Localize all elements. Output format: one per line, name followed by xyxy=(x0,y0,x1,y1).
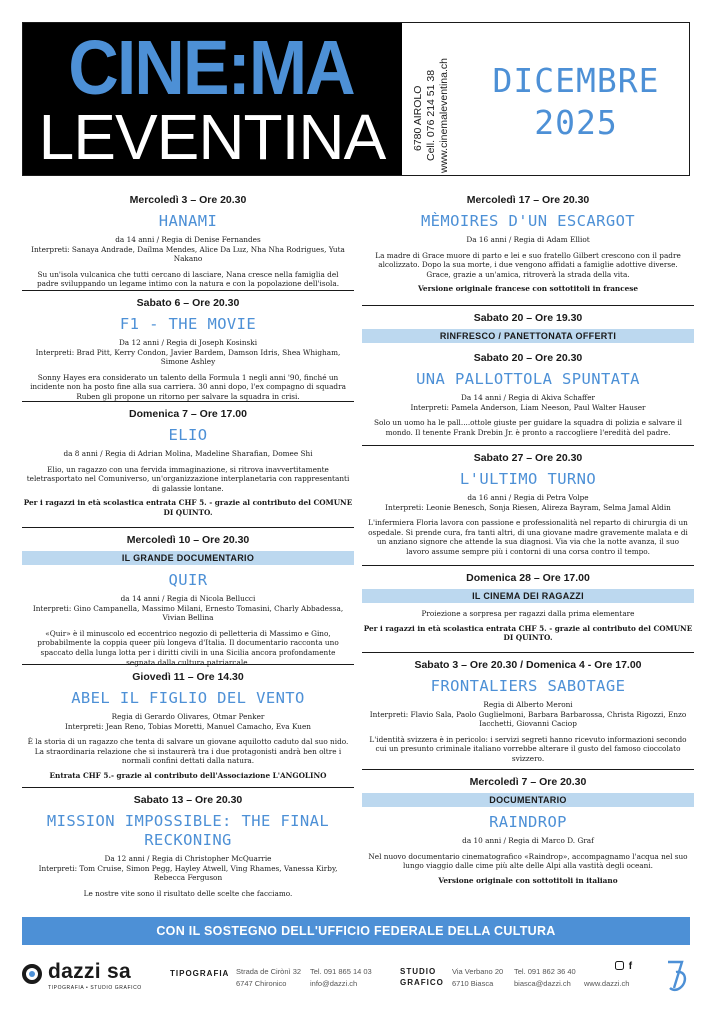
event-ultimo-turno xyxy=(362,446,694,566)
event-description: Sonny Hayes era considerato un talento della Formula 1 negli anni '90, finché un incidente non ha posto fine alla sua carriera. 30 anni dopo, l'ex compagno di squadra Ruben gli propone un ritorno per salvare la squadra in crisi. xyxy=(30,372,346,401)
event-note: Versione originale con sottotitoli in italiano xyxy=(438,875,618,885)
event-description: Proiezione a sorpresa per ragazzi dalla prima elementare xyxy=(421,609,635,618)
event-date: Sabato 13 – Ore 20.30 xyxy=(133,794,243,806)
event-description: La madre di Grace muore di parto e lei e suo fratello Gilbert crescono con il padre alcolizzato. Dopo la sua morte, i due vengono affidati a famiglie adottive diverse. Grace, grazie a un'amica, ritroverà la strada della vita. xyxy=(375,250,681,279)
facebook-icon[interactable]: f xyxy=(628,961,633,972)
event-category-band: RINFRESCO / PANETTONATA OFFERTI xyxy=(362,329,694,343)
event-date: Sabato 3 – Ore 20.30 / Domenica 4 - Ore 17.00 xyxy=(414,659,642,671)
event-credits: Da 14 anni / Regia di Akiva Schaffer Interpreti: Pamela Anderson, Liam Neeson, Paul Walter Hauser xyxy=(410,393,646,412)
event-title: MÈMOIRES D'UN ESCARGOT xyxy=(420,212,636,230)
event-note: Per i ragazzi in età scolastica entrata CHF 5. - grazie al contributo del COMUNE DI QUINTO. xyxy=(363,623,693,643)
event-description: «Quir» è il minuscolo ed eccentrico negozio di pelletteria di Massimo e Gino, probabilmente la coppia queer più longeva d'Italia. Il documentario racconta uno spaccato della lunga lotta per i diritti civili in una Sicilia ancora profondamente segnata dalla cultura patriarcale. xyxy=(37,628,339,667)
dazzi-brand-tagline: TIPOGRAFIA • STUDIO GRAFICO xyxy=(48,985,142,991)
event-date: Domenica 7 – Ore 17.00 xyxy=(129,408,247,420)
right-column xyxy=(362,188,694,890)
event-cinema-ragazzi xyxy=(362,566,694,653)
event-description: Elio, un ragazzo con una fervida immaginazione, si ritrova inavvertitamente teletrasportato nel Comuniverso, un'organizzazione interplanetaria con rappresentanti di galassie lontane. xyxy=(26,464,350,493)
contact-info xyxy=(405,23,461,175)
event-title: RAINDROP xyxy=(489,813,567,831)
event-title: UNA PALLOTTOLA SPUNTATA xyxy=(416,370,640,388)
instagram-icon[interactable] xyxy=(615,961,624,970)
dazzi-brand-name: dazzi sa xyxy=(48,960,131,983)
event-title: F1 - THE MOVIE xyxy=(119,315,257,333)
event-date: Mercoledì 3 – Ore 20.30 xyxy=(129,194,247,206)
event-memoires-escargot xyxy=(362,188,694,306)
event-title: FRONTALIERS SABOTAGE xyxy=(430,677,626,695)
event-abel xyxy=(22,665,354,788)
event-description: Su un'isola vulcanica che tutti cercano di lasciare, Nana cresce nella famiglia del padre sviluppando un legame intimo con la natura e con la popolazione dell'isola. xyxy=(36,269,340,289)
dazzi-website[interactable]: www.dazzi.ch xyxy=(584,979,630,988)
poster-header xyxy=(22,22,690,176)
event-rinfresco xyxy=(362,306,694,346)
dazzi-logo-icon xyxy=(22,964,42,984)
event-note: Versione originale francese con sottotitoli in francese xyxy=(417,284,639,294)
event-raindrop xyxy=(362,770,694,890)
logo-leventina-text: LEVENTINA xyxy=(38,101,386,173)
event-pallottola xyxy=(362,346,694,446)
event-category-band: DOCUMENTARIO xyxy=(362,793,694,807)
event-mission-impossible xyxy=(22,788,354,904)
event-description: Solo un uomo ha le pall....ottole giuste per guidare la squadra di polizia e salvare il mondo. Il tenente Frank Drebin Jr. è pronto a raccogliere l'eredità del padre. xyxy=(373,418,682,437)
event-credits: Da 12 anni / Regia di Joseph Kosinski Interpreti: Brad Pitt, Kerry Condon, Javier Bardem, Damson Idris, Shea Whigham, Simone Ashley xyxy=(35,338,341,367)
month-block xyxy=(463,23,689,175)
grafico-label: GRAFICO xyxy=(400,978,444,987)
event-title: MISSION IMPOSSIBLE: THE FINAL RECKONING xyxy=(46,812,330,849)
event-credits: Regia di Gerardo Olivares, Otmar Penker Interpreti: Jean Reno, Tobias Moretti, Manuel Camacho, Eva Kuen xyxy=(65,712,311,731)
event-credits: da 14 anni / Regia di Nicola Bellucci Interpreti: Gino Campanella, Massimo Milani, Ernesto Tomasini, Charly Abbadessa, Vivian Bellina xyxy=(32,594,344,623)
studio-phone: Tel. 091 862 36 40 xyxy=(514,967,576,976)
anniversary-emblem-icon xyxy=(662,958,690,998)
contact-phone: Cell. 076 214 51 38 xyxy=(425,69,437,161)
event-note: Entrata CHF 5.- grazie al contributo dell'Associazione L'ANGOLINO xyxy=(49,770,327,780)
event-hanami xyxy=(22,188,354,291)
event-note: Per i ragazzi in età scolastica entrata CHF 5. - grazie al contributo del COMUNE DI QUINTO. xyxy=(23,498,353,517)
support-banner: CON IL SOSTEGNO DELL'UFFICIO FEDERALE DELLA CULTURA xyxy=(22,917,690,945)
event-date: Domenica 28 – Ore 17.00 xyxy=(466,572,590,584)
event-date: Sabato 20 – Ore 19.30 xyxy=(473,312,583,324)
event-quir xyxy=(22,528,354,665)
tipografia-city: 6747 Chironico xyxy=(236,979,287,988)
cinema-logo xyxy=(23,23,402,175)
event-date: Sabato 6 – Ore 20.30 xyxy=(136,297,240,309)
event-description: Le nostre vite sono il risultato delle scelte che facciamo. xyxy=(83,888,293,898)
left-column xyxy=(22,188,354,904)
contact-website[interactable]: www.cinemaleventina.ch xyxy=(438,58,450,173)
social-icons xyxy=(615,960,632,972)
event-elio xyxy=(22,402,354,528)
tipografia-label: TIPOGRAFIA xyxy=(170,969,230,978)
event-description: Nel nuovo documentario cinematografico «Raindrop», accompagnamo l'acqua nel suo lungo viaggio dalle cime più alte delle Alpi alla vastità degli oceani. xyxy=(368,851,688,871)
event-date: Mercoledì 17 – Ore 20.30 xyxy=(466,194,590,206)
studio-email[interactable]: biasca@dazzi.ch xyxy=(514,979,571,988)
event-title: ABEL IL FIGLIO DEL VENTO xyxy=(71,689,305,707)
studio-label: STUDIO xyxy=(400,967,437,976)
event-title: ELIO xyxy=(168,426,208,444)
event-description: L'infermiera Floria lavora con passione e professionalità nel reparto di chirurgia di un ospedale. Si prende cura, fra tanti altri, di una giovane madre gravemente malata e di un anziano signore che attende la sua diagnosi. Via via che la notte avanza, il suo lavoro assume sempre più i contorni di una corsa contro il tempo. xyxy=(368,518,688,556)
event-date: Sabato 27 – Ore 20.30 xyxy=(473,452,583,464)
event-credits: da 10 anni / Regia di Marco D. Graf xyxy=(462,836,594,845)
tipografia-email[interactable]: info@dazzi.ch xyxy=(310,979,358,988)
tipografia-street: Strada de Cirònì 32 xyxy=(236,967,302,976)
event-date: Mercoledì 7 – Ore 20.30 xyxy=(469,776,587,788)
month-name: DICEMBRE xyxy=(492,61,660,100)
sponsor-footer xyxy=(22,958,690,1002)
studio-street: Via Verbano 20 xyxy=(452,967,504,976)
event-f1 xyxy=(22,291,354,402)
event-credits: Da 16 anni / Regia di Adam Elliot xyxy=(466,235,590,244)
event-description: L'identità svizzera è in pericolo: i servizi segreti hanno ricevuto informazioni secondo cui un presunto criminale italiano vorrebbe alterare il gusto del famoso cioccolato svizzero. xyxy=(369,734,687,763)
tipografia-phone: Tel. 091 865 14 03 xyxy=(310,967,372,976)
event-title: QUIR xyxy=(168,571,208,589)
event-category-band: IL GRANDE DOCUMENTARIO xyxy=(22,551,354,565)
event-credits: Da 12 anni / Regia di Christopher McQuarrie Interpreti: Tom Cruise, Simon Pegg, Hayley Atwell, Ving Rhames, Vanessa Kirby, Rebecca Ferguson xyxy=(38,854,338,883)
studio-city: 6710 Biasca xyxy=(452,979,494,988)
event-date: Mercoledì 10 – Ore 20.30 xyxy=(126,534,250,546)
event-credits: da 8 anni / Regia di Adrian Molina, Madeline Sharafian, Domee Shi xyxy=(63,449,313,458)
event-credits: da 16 anni / Regia di Petra Volpe Interpreti: Leonie Benesch, Sonja Riesen, Alireza Bayram, Selma Jamal Aldin xyxy=(385,493,671,512)
event-date: Giovedì 11 – Ore 14.30 xyxy=(132,671,244,683)
month-year: 2025 xyxy=(534,103,618,142)
event-description: È la storia di un ragazzo che tenta di salvare un giovane aquilotto caduto dal suo nido. La straordinaria relazione che si instaurerà tra i due protagonisti andrà ben oltre i normali confini dettati dalla natura. xyxy=(27,737,349,766)
event-date: Sabato 20 – Ore 20.30 xyxy=(473,352,583,364)
event-category-band: IL CINEMA DEI RAGAZZI xyxy=(362,589,694,603)
event-credits: Regia di Alberto Meroni Interpreti: Flavio Sala, Paolo Guglielmoni, Barbara Barbarossa, Christa Rigozzi, Enzo Iacchetti, Giovanni Caciop xyxy=(369,700,687,729)
logo-cinema-text: CINE:MA xyxy=(68,24,354,111)
event-title: L'ULTIMO TURNO xyxy=(459,470,597,488)
event-credits: da 14 anni / Regia di Denise Fernandes Interpreti: Sanaya Andrade, Daílma Mendes, Alice Da Luz, Nha Nha Rodrigues, Yuta Nakano xyxy=(31,235,345,264)
event-frontaliers xyxy=(362,653,694,770)
event-title: HANAMI xyxy=(158,212,218,230)
contact-address: 6780 AIROLO xyxy=(412,85,424,151)
